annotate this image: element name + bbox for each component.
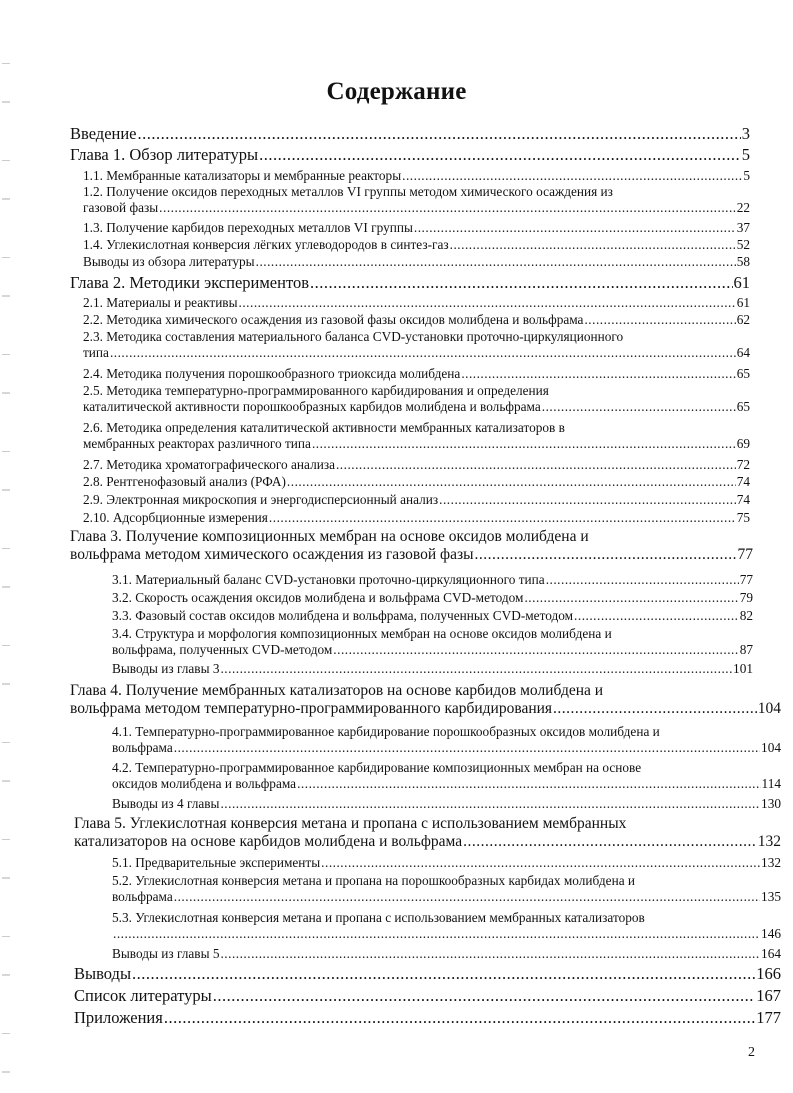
- toc-entry-1-4: 1.4. Углекислотная конверсия лёгких углеводородов в синтез-газ ..... 52: [83, 237, 750, 253]
- toc-entry-conclusions: Выводы ..... 166: [74, 964, 781, 984]
- toc-entry-conclusions-review: Выводы из обзора литературы ..... 58: [83, 254, 750, 270]
- toc-entry-appendices: Приложения ..... 177: [74, 1008, 781, 1028]
- toc-entry-4-1: 4.1. Температурно-программированное карбидирование порошкообразных оксидов молибдена и вольфрама ..... 104: [112, 724, 781, 756]
- toc-entry-3-2: 3.2. Скорость осаждения оксидов молибдена и вольфрама CVD-методом ..... 79: [112, 590, 753, 606]
- toc-entry-chapter-2: Глава 2. Методики экспериментов ..... 61: [70, 273, 750, 293]
- toc-entry-5-1: 5.1. Предварительные эксперименты ..... 132: [112, 855, 781, 871]
- toc-entry-2-5: 2.5. Методика температурно-программированного карбидирования и определения каталитической активности порошкообразных карбидов молибдена и вольфрама ..... 65: [83, 383, 750, 415]
- toc-entry-3-1: 3.1. Материальный баланс CVD-установки проточно-циркуляционного типа ..... 77: [112, 572, 753, 588]
- toc-entry-conclusions-4: Выводы из 4 главы ..... 130: [112, 796, 781, 812]
- toc-entry-3-4: 3.4. Структура и морфология композиционных мембран на основе оксидов молибдена и вольфрама, полученных CVD-методом ..... 87: [112, 626, 753, 658]
- toc-entry-chapter-3: Глава 3. Получение композиционных мембран на основе оксидов молибдена и вольфрама методом химического осаждения из газовой фазы ..... 77: [70, 528, 753, 564]
- toc-entry-chapter-1: Глава 1. Обзор литературы ..... 5: [70, 145, 750, 165]
- toc-entry-2-6: 2.6. Методика определения каталитической активности мембранных катализаторов в мембранных реакторах различного типа ..... 69: [83, 420, 750, 452]
- toc-entry-2-2: 2.2. Методика химического осаждения из газовой фазы оксидов молибдена и вольфрама ..... 62: [83, 312, 750, 328]
- toc-entry-2-10: 2.10. Адсорбционные измерения ..... 75: [83, 510, 750, 526]
- toc-entry-1-1: 1.1. Мембранные катализаторы и мембранные реакторы ..... 5: [83, 168, 750, 184]
- toc-entry-chapter-4: Глава 4. Получение мембранных катализаторов на основе карбидов молибдена и вольфрама методом температурно-программированного карбидирования ..... 104: [70, 682, 781, 718]
- toc-entry-2-9: 2.9. Электронная микроскопия и энергодисперсионный анализ ..... 74: [83, 492, 750, 508]
- toc-entry-5-3: 5.3. Углекислотная конверсия метана и пропана с использованием мембранных катализаторов ..... 146: [112, 910, 781, 942]
- scan-edge-specks: [2, 40, 10, 1080]
- toc-entry-4-2: 4.2. Температурно-программированное карбидирование композиционных мембран на основе оксидов молибдена и вольфрама ..... 114: [112, 760, 781, 792]
- toc-entry-1-3: 1.3. Получение карбидов переходных металлов VI группы ..... 37: [83, 220, 750, 236]
- toc-entry-5-2: 5.2. Углекислотная конверсия метана и пропана на порошкообразных карбидах молибдена и вольфрама ..... 135: [112, 873, 781, 905]
- toc-entry-2-8: 2.8. Рентгенофазовый анализ (РФА) ..... 74: [83, 474, 750, 490]
- toc-entry-references: Список литературы ..... 167: [74, 986, 781, 1006]
- toc-entry-chapter-5: Глава 5. Углекислотная конверсия метана и пропана с использованием мембранных катализаторов на основе карбидов молибдена и вольфрама ..... 132: [74, 815, 781, 851]
- toc-entry-1-2: 1.2. Получение оксидов переходных металлов VI группы методом химического осаждения из газовой фазы ..... 22: [83, 184, 750, 216]
- toc-entry-2-7: 2.7. Методика хроматографического анализа ..... 72: [83, 457, 750, 473]
- page-number: 2: [748, 1045, 755, 1060]
- toc-entry-2-3: 2.3. Методика составления материального баланса CVD-установки проточно-циркуляционного типа ..... 64: [83, 329, 750, 361]
- toc-entry-2-1: 2.1. Материалы и реактивы ..... 61: [83, 295, 750, 311]
- page-title: Содержание: [326, 78, 467, 105]
- toc-entry-intro: Введение ..... 3: [70, 124, 750, 144]
- toc-entry-conclusions-3: Выводы из главы 3 ..... 101: [112, 661, 753, 677]
- toc-entry-3-3: 3.3. Фазовый состав оксидов молибдена и вольфрама, полученных CVD-методом ..... 82: [112, 608, 753, 624]
- toc-entry-conclusions-5: Выводы из главы 5 ..... 164: [112, 946, 781, 962]
- toc-entry-2-4: 2.4. Методика получения порошкообразного триоксида молибдена ..... 65: [83, 366, 750, 382]
